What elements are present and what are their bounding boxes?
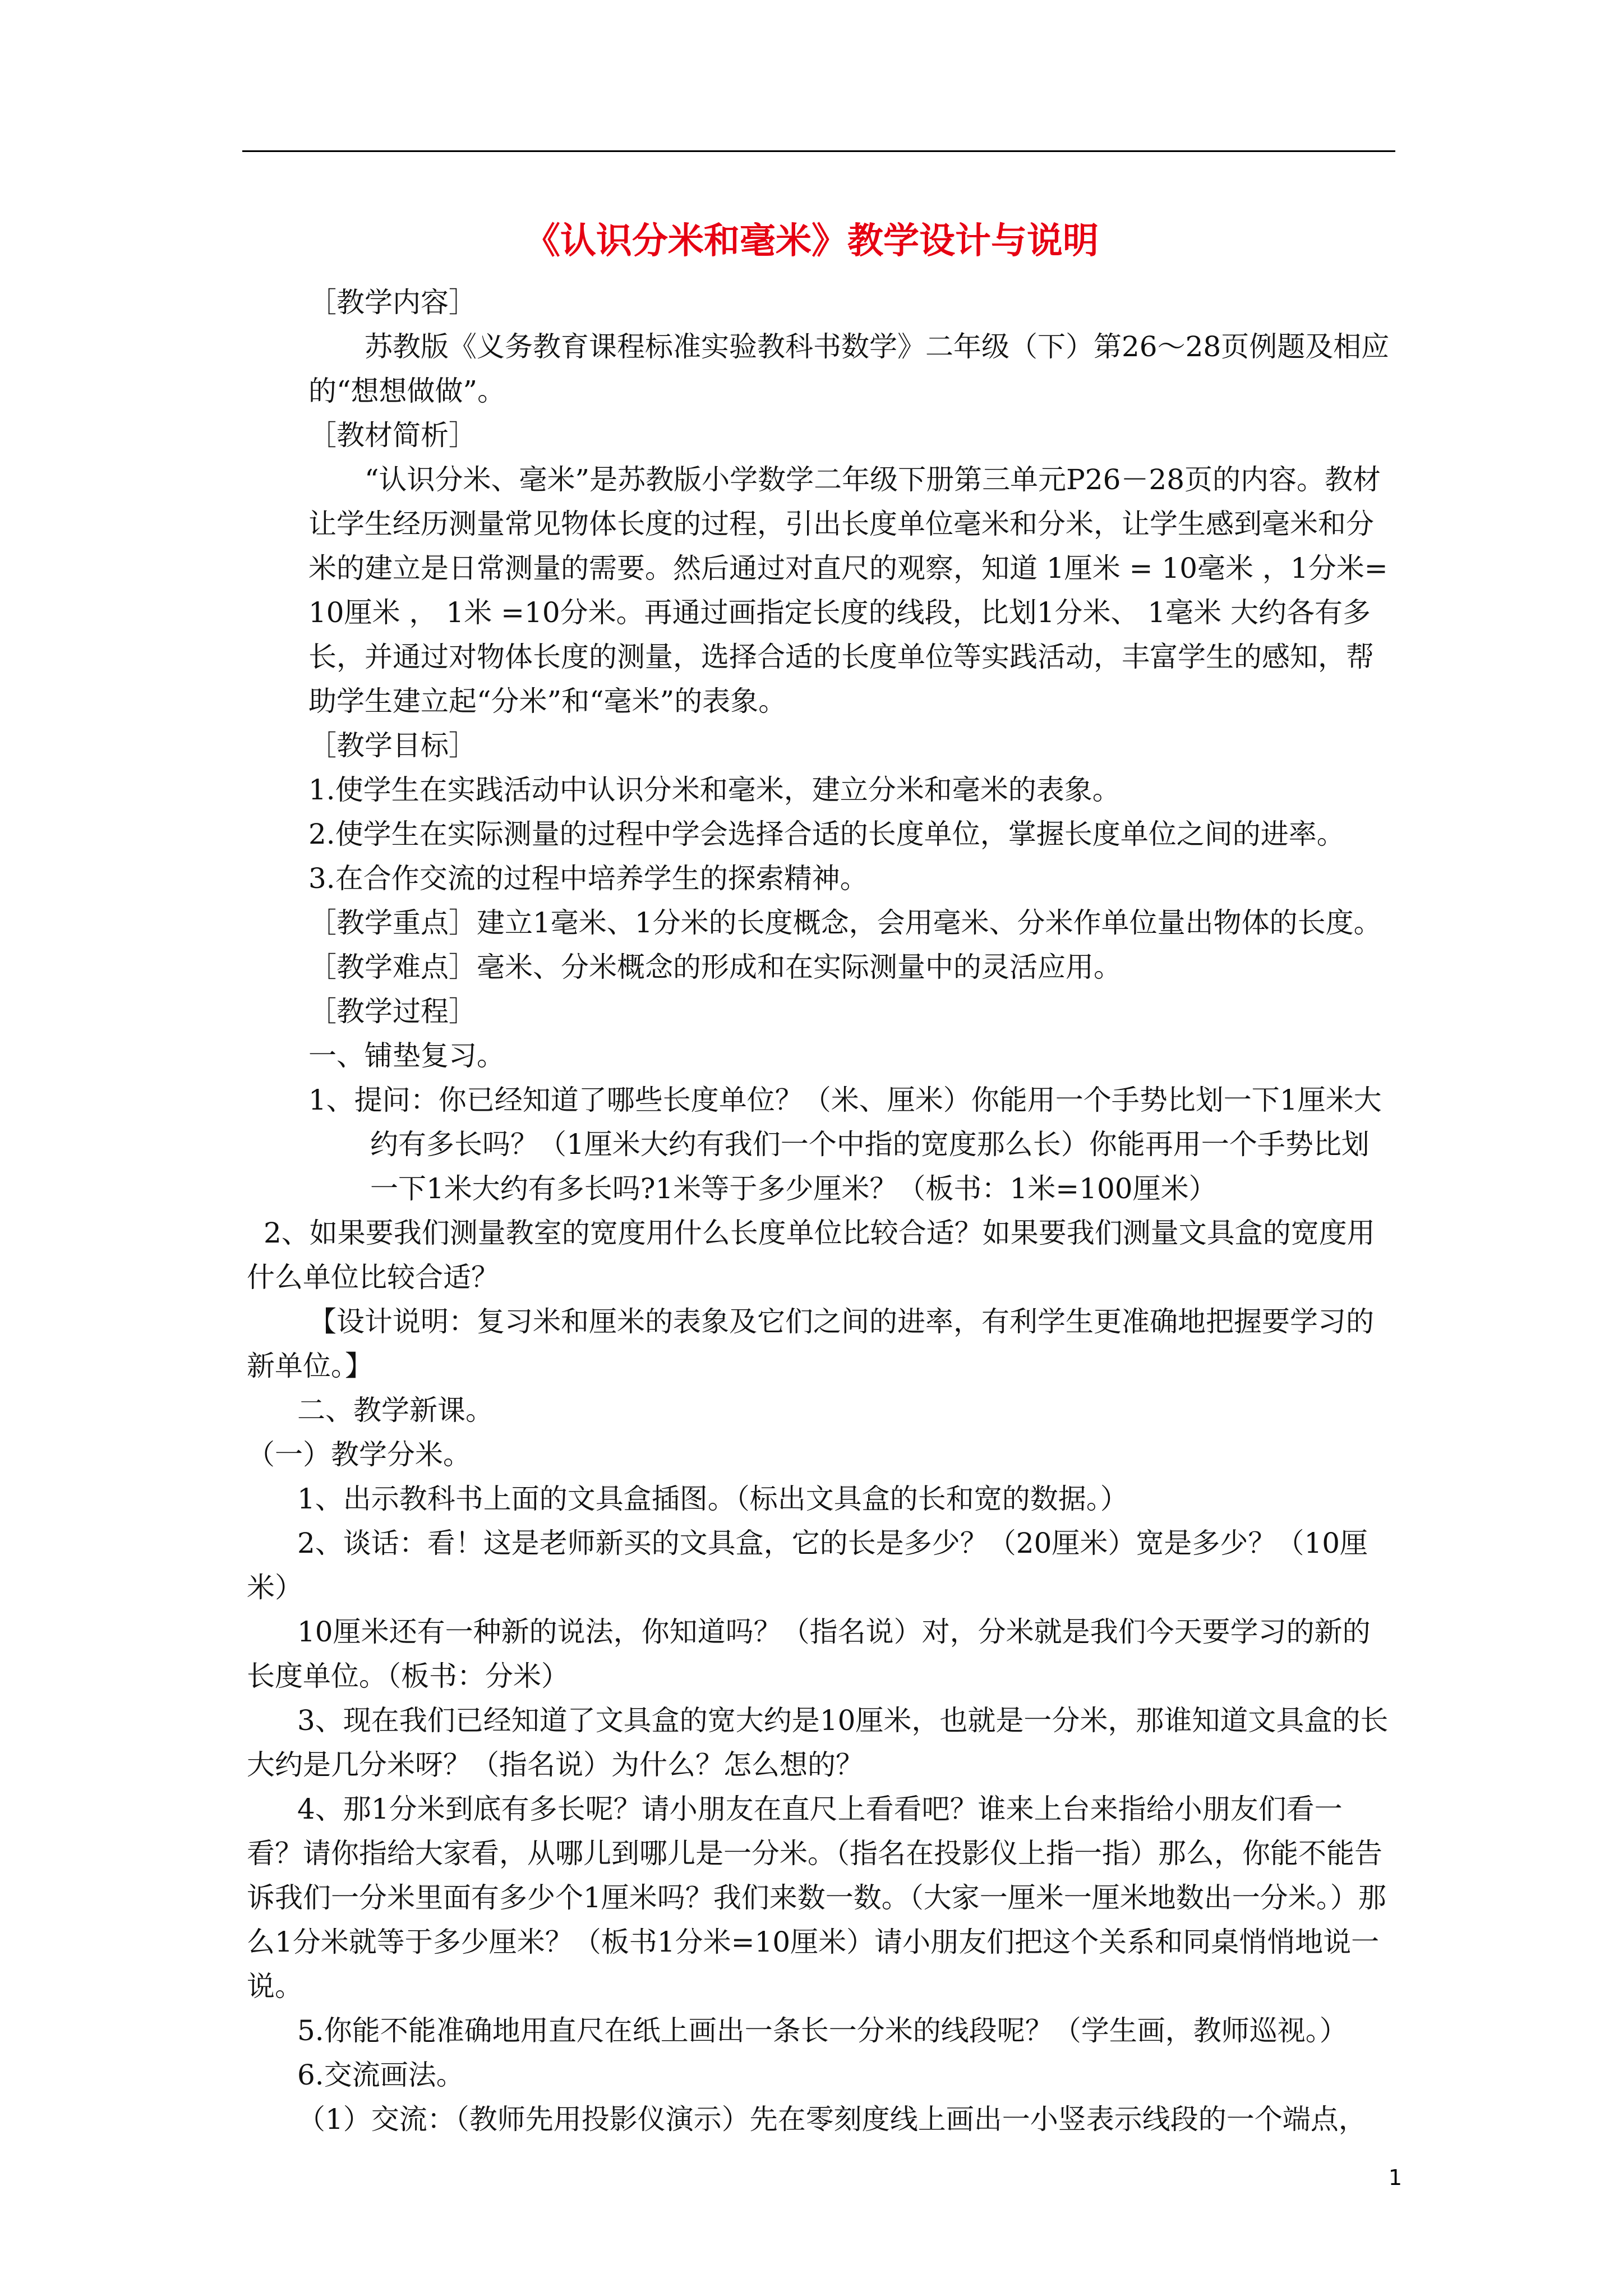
goal-item: 1.使学生在实践活动中认识分米和毫米，建立分米和毫米的表象。 <box>308 774 1121 806</box>
paragraph-analysis: “认识分米、毫米”是苏教版小学数学二年级下册第三单元P26－28页的内容。教材让学生经历测量常见物体长度的过程，引出长度单位毫米和分米，让学生感到毫米和分米的建立是日常测量的需要。然后通过对直尺的观察，知道 1厘米 = 10毫米 ，1分米= 10厘米 ， 1米 =10分米。再通过画指定长度的线段，比划1分米、 1毫米 大约各有多长，并通过对物体长度的测量，选择合适的长度单位等实践活动，丰富学生的感知，帮助学生建立起“分米”和“毫米”的表象。 <box>308 463 1388 717</box>
page-number: 1 <box>1388 2165 1402 2190</box>
sub-heading: （一）教学分米。 <box>247 1438 471 1471</box>
section-heading-analysis: ［教材简析］ <box>308 419 477 452</box>
goal-item: 2.使学生在实际测量的过程中学会选择合适的长度单位，掌握长度单位之间的进率。 <box>308 818 1345 850</box>
step-paragraph: 1、提问：你已经知道了哪些长度单位？（米、厘米）你能用一个手势比划一下1厘米大约有多长吗？（1厘米大约有我们一个中指的宽度那么长）你能再用一个手势比划一下1米大约有多长吗?1米等于多少厘米？（板书：1米=100厘米） <box>308 1084 1382 1205</box>
design-note: 【设计说明：复习米和厘米的表象及它们之间的进率，有利学生更准确地把握要学习的新单位。】 <box>247 1305 1374 1382</box>
goal-item: 3.在合作交流的过程中培养学生的探索精神。 <box>308 862 868 895</box>
step-paragraph: （1）交流：（教师先用投影仪演示）先在零刻度线上画出一小竖表示线段的一个端点， <box>297 2103 1367 2136</box>
step-heading: 一、铺垫复习。 <box>308 1039 505 1072</box>
step-paragraph: 4、那1分米到底有多长呢？请小朋友在直尺上看看吧？谁来上台来指给小朋友们看一看？请你指给大家看，从哪儿到哪儿是一分米。（指名在投影仪上指一指）那么，你能不能告诉我们一分米里面有多少个1厘米吗？我们来数一数。（大家一厘米一厘米地数出一分米。）那么1分米就等于多少厘米？（板书1分米=10厘米）请小朋友们把这个关系和同桌悄悄地说一说。 <box>247 1793 1386 2003</box>
step-paragraph: 6.交流画法。 <box>297 2059 464 2091</box>
section-heading-process: ［教学过程］ <box>308 995 477 1028</box>
section-heading-content: ［教学内容］ <box>308 286 477 319</box>
step-paragraph: 2、谈话：看！这是老师新买的文具盒，它的长是多少？（20厘米）宽是多少？（10厘米） <box>247 1527 1368 1604</box>
step-heading: 二、教学新课。 <box>297 1394 494 1427</box>
paragraph-content: 苏教版《义务教育课程标准实验教科书数学》二年级（下）第26～28页例题及相应的“想想做做”。 <box>308 330 1390 407</box>
step-paragraph: 3、现在我们已经知道了文具盒的宽大约是10厘米，也就是一分米，那谁知道文具盒的长大约是几分米呀？（指名说）为什么？怎么想的？ <box>247 1704 1389 1781</box>
difficult-point: ［教学难点］毫米、分米概念的形成和在实际测量中的灵活应用。 <box>308 951 1122 983</box>
section-heading-goals: ［教学目标］ <box>308 729 477 762</box>
header-rule <box>242 150 1395 152</box>
key-point: ［教学重点］建立1毫米、1分米的长度概念，会用毫米、分米作单位量出物体的长度。 <box>308 907 1382 939</box>
document-body <box>247 280 1391 2142</box>
step-paragraph: 1、出示教科书上面的文具盒插图。（标出文具盒的长和宽的数据。） <box>297 1483 1128 1515</box>
document-title: 《认识分米和毫米》教学设计与说明 <box>524 220 1099 262</box>
step-paragraph: 10厘米还有一种新的说法，你知道吗？（指名说）对，分米就是我们今天要学习的新的长度单位。（板书：分米） <box>247 1616 1371 1692</box>
step-paragraph: 2、如果要我们测量教室的宽度用什么长度单位比较合适？如果要我们测量文具盒的宽度用什么单位比较合适？ <box>247 1217 1375 1294</box>
step-paragraph: 5.你能不能准确地用直尺在纸上画出一条长一分米的线段呢？（学生画，教师巡视。） <box>297 2014 1348 2047</box>
